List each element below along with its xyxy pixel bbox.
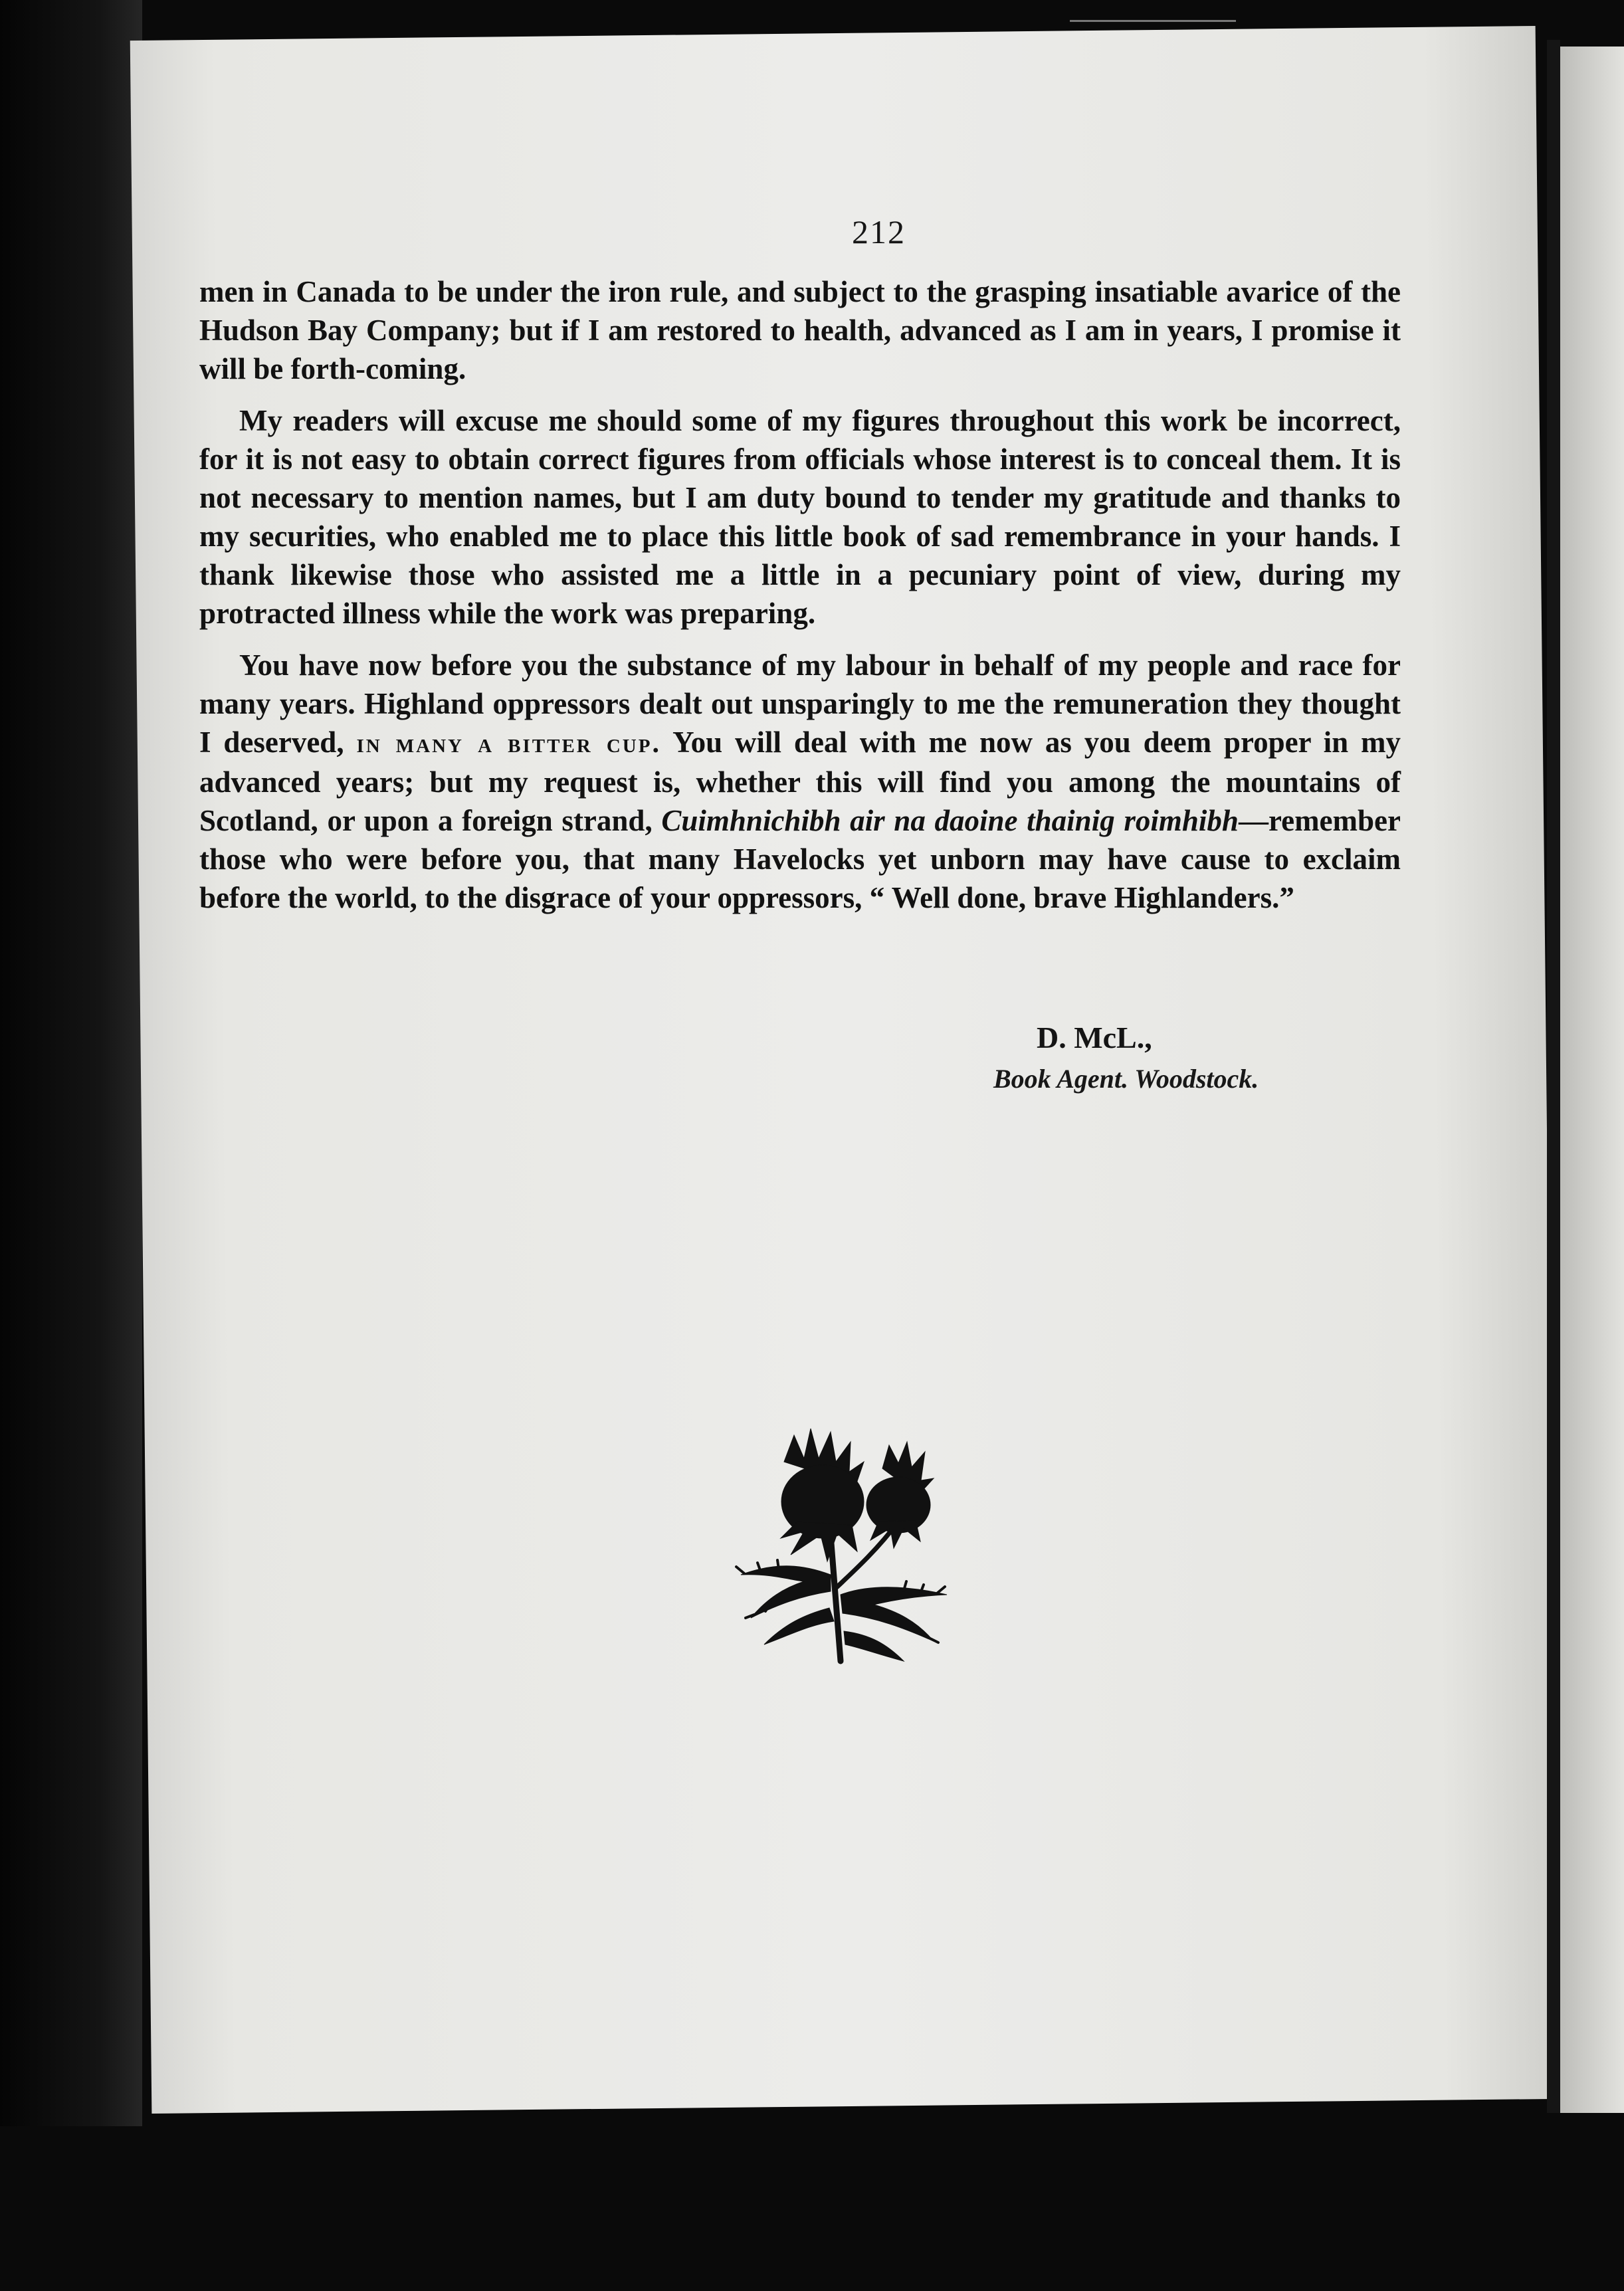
thistle-icon [704, 1422, 970, 1674]
signature-title: Book Agent. Woodstock. [993, 1064, 1259, 1094]
paragraph-1: men in Canada to be under the iron rule, and subject to the grasping insatiable avarice of the Hudson Bay Company; but if I am restored to health, advanced as I am in years, I promise it will be forth-coming. [199, 275, 1401, 385]
scan-border-bottom [0, 2126, 1624, 2291]
body-text [199, 272, 1401, 917]
paragraph-3-part-2: You will deal with me now as you deem proper in my advanced years; but my request is, whether this will find you among the mountains of Scotland, or upon a foreign strand, [199, 726, 1401, 837]
paragraph-3 [199, 646, 1401, 917]
page-number: 212 [852, 213, 906, 250]
paragraph-2: My readers will excuse me should some of my figures throughout this work be incorrect, for it is not easy to obtain correct figures from officials whose interest is to conceal them. It is not necessary to mention names, but I am duty bound to tender my gratitude and thanks to my securities, who enabled me to place this little book of sad remembrance in your hands. I thank likewise those who assisted me a little in a pecuniary point of view, during my protracted illness while the work was preparing. [199, 404, 1401, 630]
smallcaps-phrase: in many a bitter cup. [356, 728, 661, 759]
gaelic-phrase: Cuimhnichibh air na daoine thainig roimhibh [661, 804, 1239, 837]
scan-border-left [0, 0, 142, 2291]
paragraph-3-part-3: —remember those who were before you, that many Havelocks yet unborn may have cause to exclaim before the world, to the disgrace of your oppressors, “ Well done, brave Highlanders.” [199, 804, 1401, 914]
signature-name: D. McL., [1037, 1021, 1152, 1054]
page-gutter [1547, 40, 1560, 2113]
paragraph-3-part-1: You have now before you the substance of my labour in behalf of my people and race for many years. Highland oppressors dealt out unsparingly to me the remuneration they thought I deserved, [199, 648, 1401, 759]
adjacent-page-edge [1560, 47, 1624, 2113]
